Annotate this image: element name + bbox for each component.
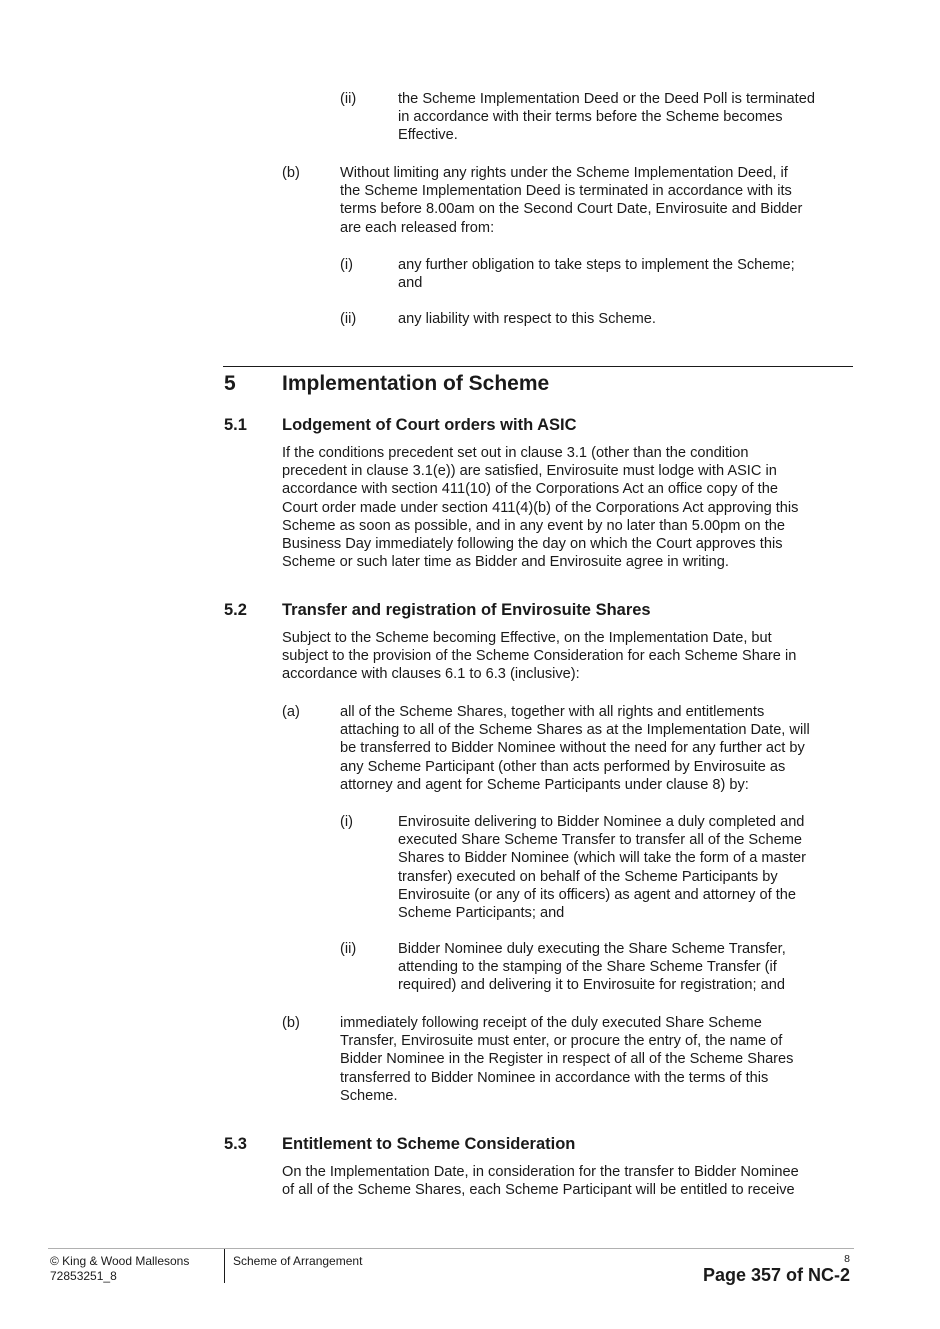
text-line: Envirosuite delivering to Bidder Nominee a duly completed and (398, 814, 805, 830)
text-line: be transferred to Bidder Nominee without the need for any further act by (340, 740, 805, 757)
text-line: transfer) executed on behalf of the Scheme Participants by (398, 868, 778, 885)
item-number: (b) (282, 1015, 300, 1031)
text-line: in accordance with their terms before the Scheme becomes (398, 109, 783, 126)
text-line: Subject to the Scheme becoming Effective, on the Implementation Date, but (282, 630, 772, 646)
item-number: (i) (340, 814, 353, 830)
page-stamp: Page 357 of NC-2 (702, 1265, 850, 1285)
item-number: (b) (282, 165, 300, 181)
text-line: subject to the provision of the Scheme Consideration for each Scheme Share in (282, 648, 797, 665)
text-line: Transfer, Envirosuite must enter, or procure the entry of, the name of (340, 1033, 783, 1050)
text-line: Scheme Participants; and (398, 905, 565, 922)
item-number: (ii) (340, 311, 357, 327)
paragraph (398, 256, 795, 292)
text-line: attending to the stamping of the Share Scheme Transfer (if (398, 959, 777, 976)
footer-doc-id: 72853251_8 (50, 1269, 117, 1283)
paragraph (282, 629, 796, 684)
paragraph (340, 1014, 793, 1105)
text-line: Without limiting any rights under the Scheme Implementation Deed, if (340, 165, 788, 181)
text-line: Envirosuite (or any of its officers) as agent and attorney of the (398, 886, 797, 903)
text-line: Scheme or such later time as Bidder and Envirosuite agree in writing. (282, 554, 729, 571)
clause-title: Entitlement to Scheme Consideration (282, 1135, 576, 1153)
item-number: (i) (340, 257, 353, 273)
clause-number: 5.1 (224, 416, 247, 434)
clause-title: Transfer and registration of Envirosuite Shares (282, 601, 651, 619)
text-line: all of the Scheme Shares, together with all rights and entitlements (340, 704, 765, 720)
paragraph (282, 444, 798, 571)
text-line: the Scheme Implementation Deed or the Deed Poll is terminated (398, 91, 815, 107)
page-number: 8 (844, 1253, 850, 1265)
text-line: Effective. (398, 127, 458, 144)
text-line: and (398, 275, 423, 292)
text-line: precedent in clause 3.1(e)) are satisfied, Envirosuite must lodge with ASIC in (282, 463, 777, 480)
text-line: attaching to all of the Scheme Shares as at the Implementation Date, will (340, 722, 810, 739)
text-line: If the conditions precedent set out in clause 3.1 (other than the condition (282, 445, 749, 461)
item-number: (ii) (340, 91, 357, 107)
text-line: any further obligation to take steps to implement the Scheme; (398, 257, 795, 273)
clause-title: Lodgement of Court orders with ASIC (282, 416, 577, 434)
text-line: of all of the Scheme Shares, each Scheme Participant will be entitled to receive (282, 1182, 795, 1199)
footer-separator (224, 1249, 225, 1283)
text-line: transferred to Bidder Nominee in accordance with the terms of this (340, 1069, 769, 1086)
text-line: Bidder Nominee duly executing the Share Scheme Transfer, (398, 941, 786, 957)
text-line: are each released from: (340, 219, 495, 236)
text-line: accordance with section 411(10) of the Corporations Act an office copy of the (282, 481, 778, 498)
text-line: terms before 8.00am on the Second Court Date, Envirosuite and Bidder (340, 201, 803, 218)
clause-number: 5.3 (224, 1135, 247, 1153)
section-number: 5 (224, 372, 236, 395)
text-line: any Scheme Participant (other than acts performed by Envirosuite as (340, 758, 786, 775)
text-line: attorney and agent for Scheme Participants under clause 8) by: (340, 776, 749, 793)
text-line: any liability with respect to this Scheme. (398, 311, 656, 327)
item-number: (ii) (340, 941, 357, 957)
text-line: executed Share Scheme Transfer to transfer all of the Scheme (398, 832, 802, 849)
paragraph (398, 940, 786, 995)
text-line: Court order made under section 411(4)(b) of the Corporations Act approving this (282, 499, 799, 516)
text-line: Bidder Nominee in the Register in respect of all of the Scheme Shares (340, 1051, 794, 1068)
text-line: accordance with clauses 6.1 to 6.3 (inclusive): (282, 666, 580, 683)
text-line: Shares to Bidder Nominee (which will take the form of a master (398, 850, 806, 867)
item-number: (a) (282, 704, 300, 720)
footer-divider (48, 1248, 854, 1249)
footer-doc-title: Scheme of Arrangement (233, 1254, 363, 1268)
paragraph (340, 703, 810, 794)
paragraph (282, 1163, 799, 1199)
paragraph (398, 813, 806, 922)
footer-firm: © King & Wood Mallesons (50, 1254, 190, 1268)
section-title: Implementation of Scheme (282, 372, 550, 395)
text-line: immediately following receipt of the duly executed Share Scheme (340, 1015, 762, 1031)
paragraph (340, 164, 802, 237)
text-line: Scheme as soon as possible, and in any event by no later than 5.00pm on the (282, 517, 785, 534)
paragraph (398, 90, 815, 145)
text-line: Scheme. (340, 1087, 398, 1104)
paragraph (398, 310, 656, 328)
text-line: Business Day immediately following the day on which the Court approves this (282, 536, 783, 553)
section-divider (223, 366, 853, 367)
text-line: the Scheme Implementation Deed is terminated in accordance with its (340, 183, 792, 200)
text-line: On the Implementation Date, in consideration for the transfer to Bidder Nominee (282, 1164, 799, 1180)
text-line: required) and delivering it to Envirosuite for registration; and (398, 977, 785, 994)
clause-number: 5.2 (224, 601, 247, 619)
